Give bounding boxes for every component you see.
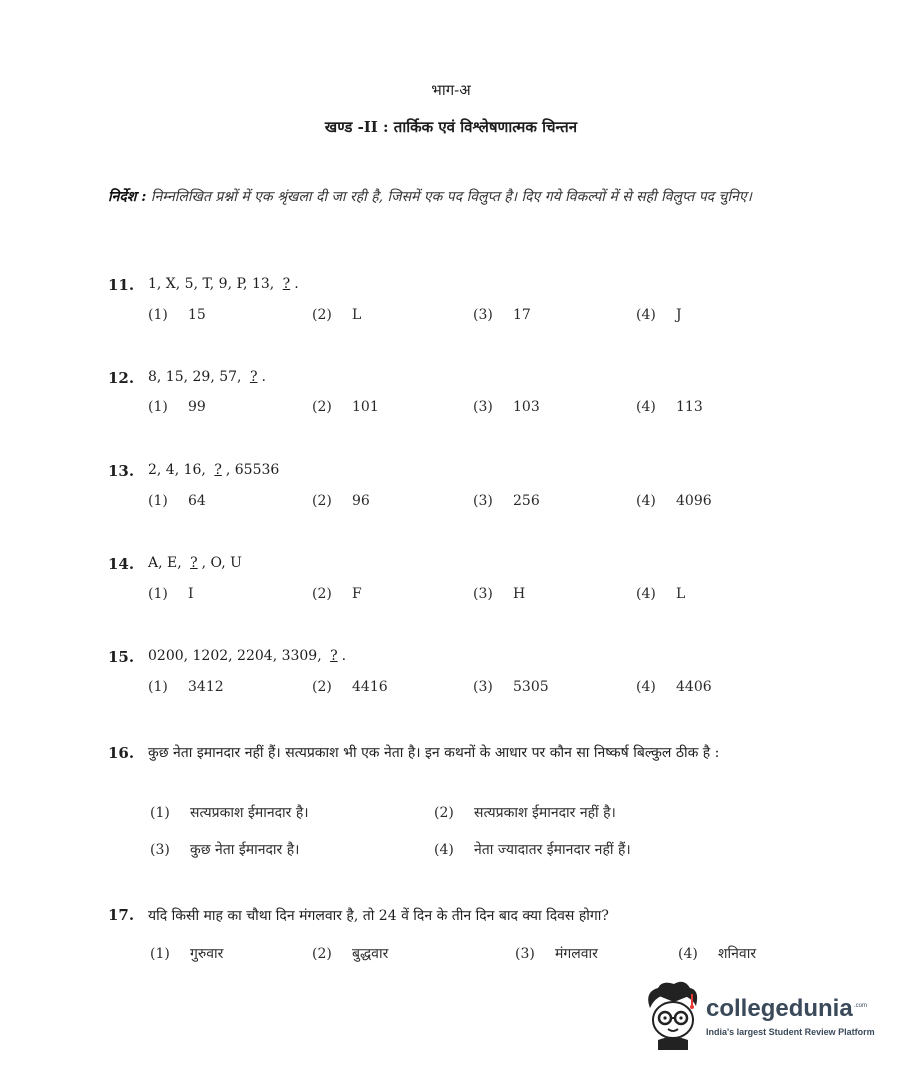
option: (4) 4406 xyxy=(636,679,712,695)
option: (1) 99 xyxy=(148,399,206,415)
question-series: 0200, 1202, 2204, 3309, ? . xyxy=(148,648,347,664)
option: (1) गुरुवार xyxy=(150,946,224,962)
option: (4) 113 xyxy=(636,399,703,415)
option: (3) 103 xyxy=(473,399,540,415)
question-text: कुछ नेता इमानदार नहीं हैं। सत्यप्रकाश भी एक नेता है। इन कथनों के आधार पर कौन सा निष्कर्ष बिल्कुल ठीक है : xyxy=(148,745,720,761)
blank: ? xyxy=(249,369,258,385)
option: (3) 5305 xyxy=(473,679,549,695)
blank: ? xyxy=(330,648,338,664)
question-number: 13. xyxy=(108,462,135,480)
option: (1) I xyxy=(148,586,194,602)
blank: ? xyxy=(282,276,291,292)
option: (4) 4096 xyxy=(636,493,712,509)
option: (4) J xyxy=(636,307,682,323)
option: (2) L xyxy=(312,307,362,323)
question-series: A, E, ? , O, U xyxy=(148,555,242,571)
mascot-logo-icon xyxy=(640,980,704,1052)
option: (1) 15 xyxy=(148,307,206,323)
option: (2) सत्यप्रकाश ईमानदार नहीं है। xyxy=(434,805,616,821)
directions-label: निर्देश : xyxy=(108,189,147,205)
logo-suffix: .com xyxy=(854,1003,868,1009)
question-series: 8, 15, 29, 57, ? . xyxy=(148,369,266,385)
question-series: 1, X, 5, T, 9, P, 13, ? . xyxy=(148,276,299,292)
option: (2) बुद्धवार xyxy=(312,946,389,962)
option: (2) 4416 xyxy=(312,679,388,695)
question-number: 16. xyxy=(108,744,135,762)
option: (4) शनिवार xyxy=(678,946,757,962)
option: (2) F xyxy=(312,586,362,602)
option: (1) सत्यप्रकाश ईमानदार है। xyxy=(150,805,309,821)
option: (1) 64 xyxy=(148,493,206,509)
question-number: 12. xyxy=(108,369,135,387)
section-heading: खण्ड -II : तार्किक एवं विश्लेषणात्मक चिन्तन xyxy=(324,118,578,136)
blank: ? xyxy=(190,555,198,571)
option: (3) 17 xyxy=(473,307,531,323)
option: (3) 256 xyxy=(473,493,540,509)
part-heading: भाग-अ xyxy=(431,81,471,99)
blank: ? xyxy=(214,462,222,478)
option: (4) L xyxy=(636,586,686,602)
option: (3) मंगलवार xyxy=(515,946,598,962)
question-text: यदि किसी माह का चौथा दिन मंगलवार है, तो 24 वें दिन के तीन दिन बाद क्या दिवस होगा? xyxy=(148,908,609,924)
option: (2) 101 xyxy=(312,399,379,415)
question-number: 17. xyxy=(108,906,135,924)
logo-tagline: India's largest Student Review Platform xyxy=(706,1027,875,1037)
option: (1) 3412 xyxy=(148,679,224,695)
option: (3) H xyxy=(473,586,526,602)
option: (4) नेता ज्यादातर ईमानदार नहीं हैं। xyxy=(434,842,631,858)
question-number: 14. xyxy=(108,555,135,573)
option: (3) कुछ नेता ईमानदार है। xyxy=(150,842,300,858)
option: (2) 96 xyxy=(312,493,370,509)
question-series: 2, 4, 16, ? , 65536 xyxy=(148,462,280,478)
question-number: 11. xyxy=(108,276,135,294)
directions xyxy=(108,184,808,210)
logo-wordmark: collegedunia xyxy=(706,995,853,1022)
directions-text: निम्नलिखित प्रश्नों में एक श्रृंखला दी जा रही है, जिसमें एक पद विलुप्त है। दिए गये विकल्पों में से सही विलुप्त पद चुनिए। xyxy=(150,189,752,205)
question-number: 15. xyxy=(108,648,135,666)
